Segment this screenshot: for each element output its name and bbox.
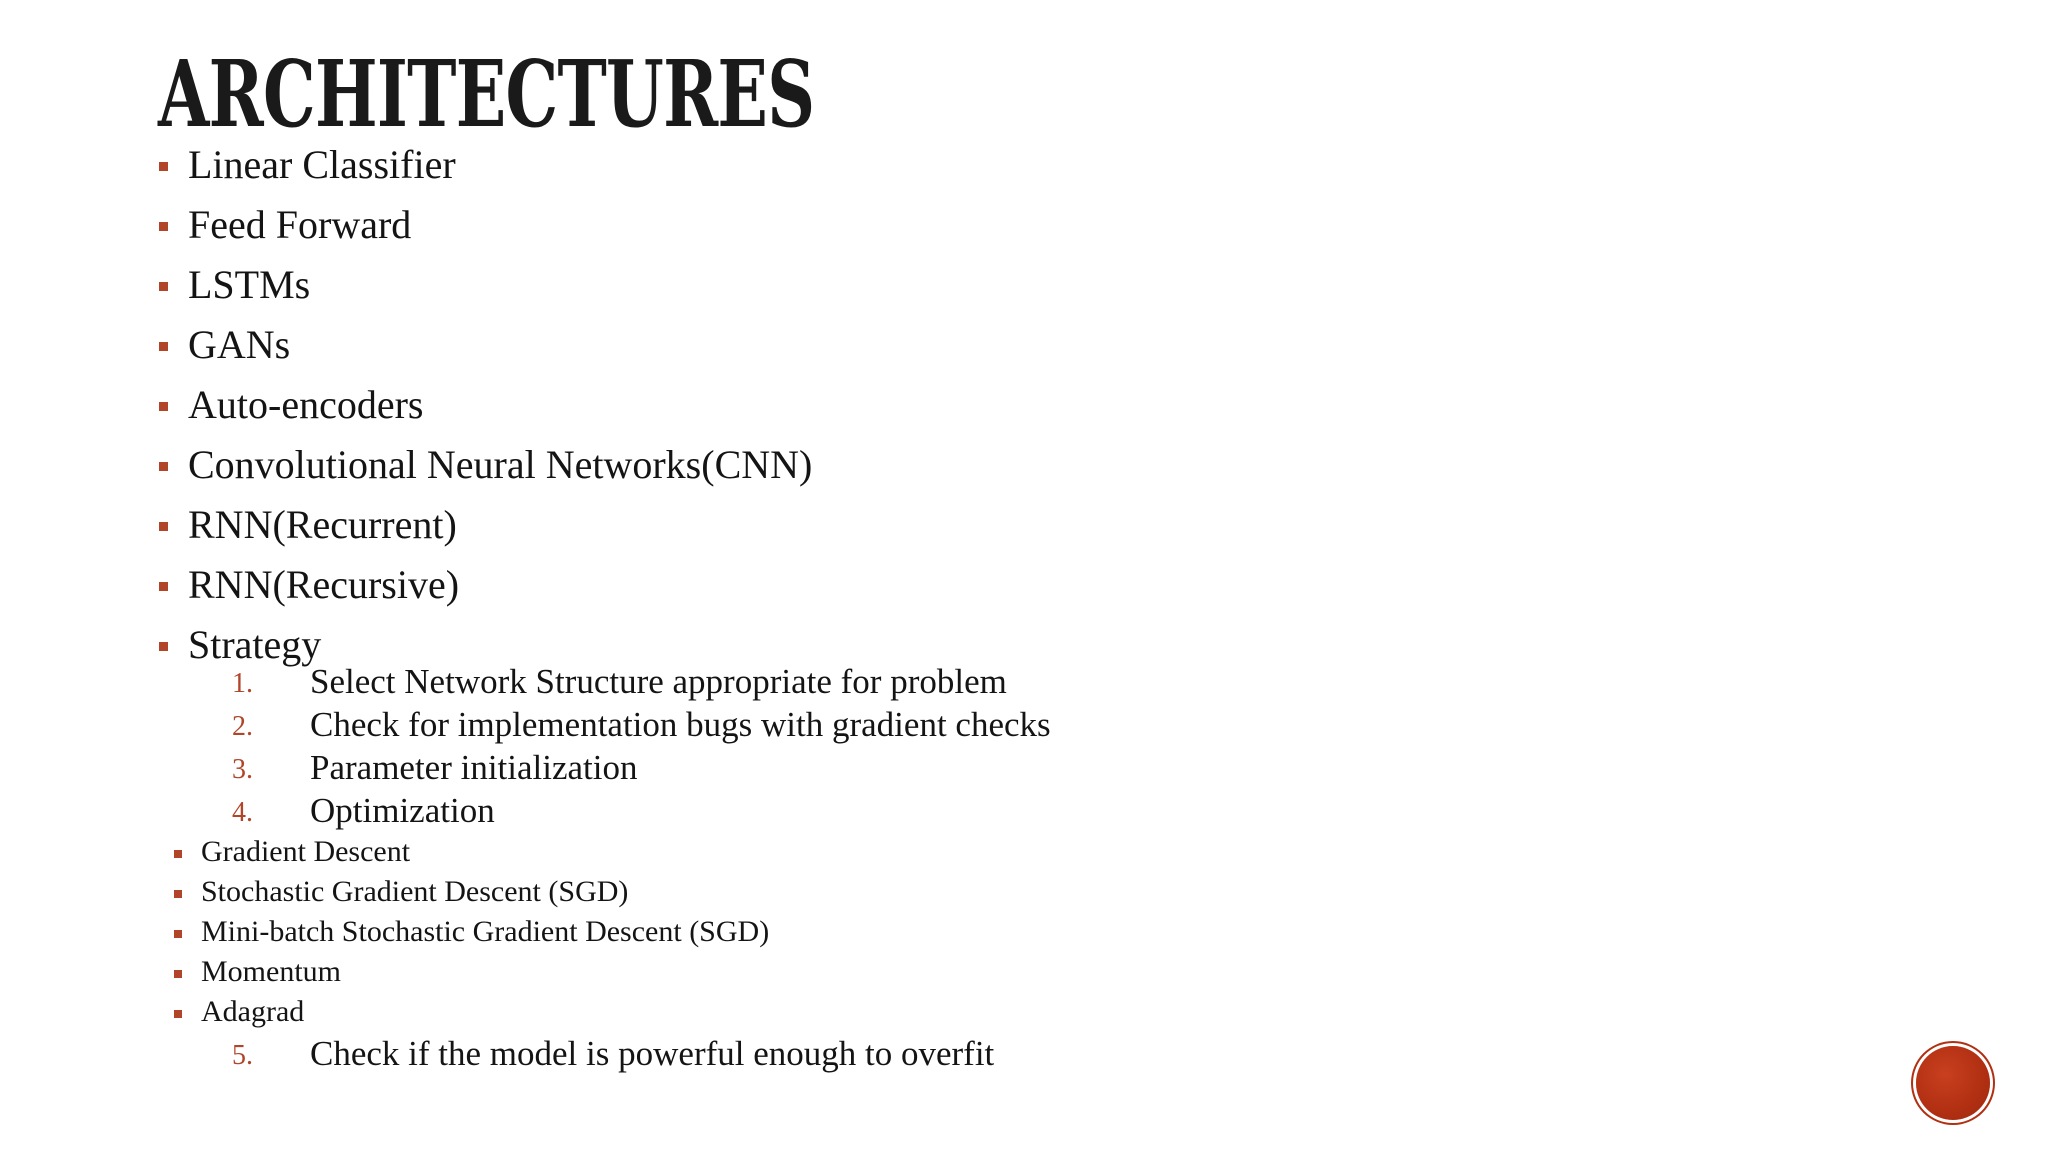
step-text: Check if the model is powerful enough to overfit — [310, 1034, 995, 1073]
list-item — [158, 560, 812, 620]
square-bullet-icon — [159, 402, 168, 411]
slide-title: ARCHITECTURES — [158, 40, 815, 148]
strategy-step — [232, 1034, 1051, 1077]
list-item — [154, 834, 973, 874]
list-item-label: Strategy — [188, 622, 322, 667]
list-item-label: Linear Classifier — [188, 142, 456, 187]
optimization-methods-container — [201, 834, 1051, 1034]
strategy-steps — [201, 662, 1051, 1077]
square-bullet-icon — [174, 930, 182, 938]
list-item-label: LSTMs — [188, 262, 311, 307]
list-item-label: Convolutional Neural Networks(CNN) — [188, 442, 813, 487]
square-bullet-icon — [159, 222, 168, 231]
step-number: 4. — [232, 797, 253, 828]
step-text: Check for implementation bugs with gradient checks — [310, 705, 1051, 744]
architecture-list — [158, 140, 812, 680]
strategy-step — [232, 705, 1051, 748]
strategy-step — [232, 748, 1051, 791]
slide-badge-icon — [1916, 1046, 1990, 1120]
method-label: Gradient Descent — [201, 835, 411, 868]
square-bullet-icon — [159, 462, 168, 471]
step-text: Optimization — [310, 791, 495, 830]
square-bullet-icon — [159, 342, 168, 351]
method-label: Momentum — [201, 955, 341, 988]
list-item — [154, 954, 973, 994]
square-bullet-icon — [159, 582, 168, 591]
step-number: 1. — [232, 668, 253, 699]
method-label: Stochastic Gradient Descent (SGD) — [201, 875, 629, 908]
optimization-methods — [154, 834, 973, 1034]
method-label: Adagrad — [201, 995, 305, 1028]
list-item — [158, 440, 812, 500]
list-item-label: Feed Forward — [188, 202, 412, 247]
step-text: Parameter initialization — [310, 748, 638, 787]
square-bullet-icon — [159, 642, 168, 651]
list-item — [158, 320, 812, 380]
strategy-step — [232, 662, 1051, 705]
strategy-step — [232, 791, 1051, 834]
list-item — [158, 140, 812, 200]
step-text: Select Network Structure appropriate for problem — [310, 662, 1007, 701]
list-item-label: RNN(Recursive) — [188, 562, 460, 607]
list-item — [158, 500, 812, 560]
step-number: 5. — [232, 1040, 253, 1071]
square-bullet-icon — [159, 162, 168, 171]
square-bullet-icon — [159, 522, 168, 531]
list-item — [154, 994, 973, 1034]
square-bullet-icon — [159, 282, 168, 291]
list-item — [158, 380, 812, 440]
square-bullet-icon — [174, 1010, 182, 1018]
square-bullet-icon — [174, 890, 182, 898]
list-item — [158, 200, 812, 260]
list-item-label: RNN(Recurrent) — [188, 502, 457, 547]
list-item-label: Auto-encoders — [188, 382, 424, 427]
list-item — [158, 260, 812, 320]
list-item — [154, 874, 973, 914]
list-item — [154, 914, 973, 954]
square-bullet-icon — [174, 850, 182, 858]
list-item-label: GANs — [188, 322, 291, 367]
square-bullet-icon — [174, 970, 182, 978]
step-number: 3. — [232, 754, 253, 785]
method-label: Mini-batch Stochastic Gradient Descent (SGD) — [201, 915, 770, 948]
step-number: 2. — [232, 711, 253, 742]
